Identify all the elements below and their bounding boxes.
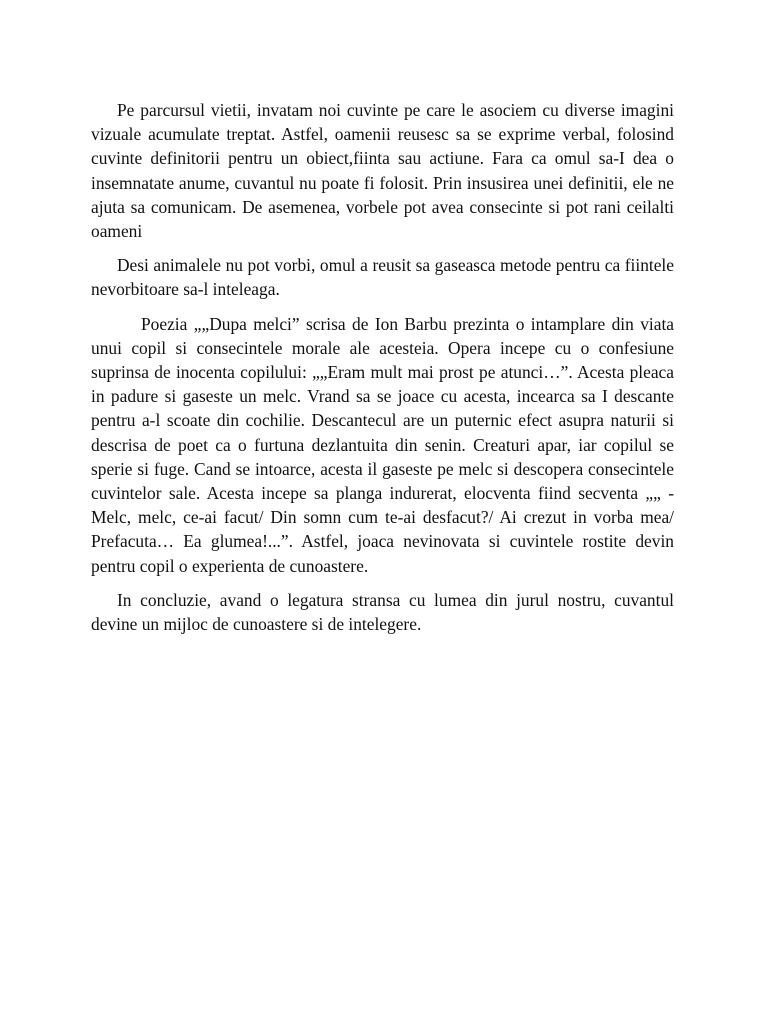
- paragraph-conclusion: In concluzie, avand o legatura stransa cu lumea din jurul nostru, cuvantul devine un mijloc de cunoastere si de intelegere.: [91, 589, 674, 635]
- paragraph-intro: Pe parcursul vietii, invatam noi cuvinte pe care le asociem cu diverse imagini vizuale acumulate treptat. Astfel, oamenii reusesc sa se exprime verbal, folosind cuvinte definitorii pentru un obiect,fiinta sau actiune. Fara ca omul sa-I dea o insemnatate anume, cuvantul nu poate fi folosit. Prin insusirea unei definitii, ele ne ajuta sa comunicam. De asemenea, vorbele pot avea consecinte si pot rani ceilalti oameni: [91, 100, 674, 242]
- paragraph-poem-analysis: Poezia „„Dupa melci” scrisa de Ion Barbu prezinta o intamplare din viata unui copil si consecintele morale ale acesteia. Opera incepe cu o confesiune suprinsa de inocenta copilului: „„Eram mult mai prost pe atunci…”. Acesta pleaca in padure si gaseste un melc. Vrand sa se joace cu acesta, incearca sa I descante pentru a-l scoate din cochilie. Descantecul are un puternic efect asupra naturii si descrisa de poet ca o furtuna dezlantuita din senin. Creaturi apar, iar copilul se sperie si fuge. Cand se intoarce, acesta il gaseste pe melc si descopera consecintele cuvintelor sale. Acesta incepe sa planga indurerat, elocventa fiind secventa „„ -Melc, melc, ce-ai facut/ Din somn cum te-ai desfacut?/ Ai crezut in vorba mea/ Prefacuta… Ea glumea!...”. Astfel, joaca nevinovata si cuvintele rostite devin pentru copil o experienta de cunoastere.: [91, 313, 674, 576]
- essay-body: [91, 98, 674, 646]
- paragraph-animals: Desi animalele nu pot vorbi, omul a reusit sa gaseasca metode pentru ca fiintele nevorbitoare sa-l inteleaga.: [91, 255, 674, 300]
